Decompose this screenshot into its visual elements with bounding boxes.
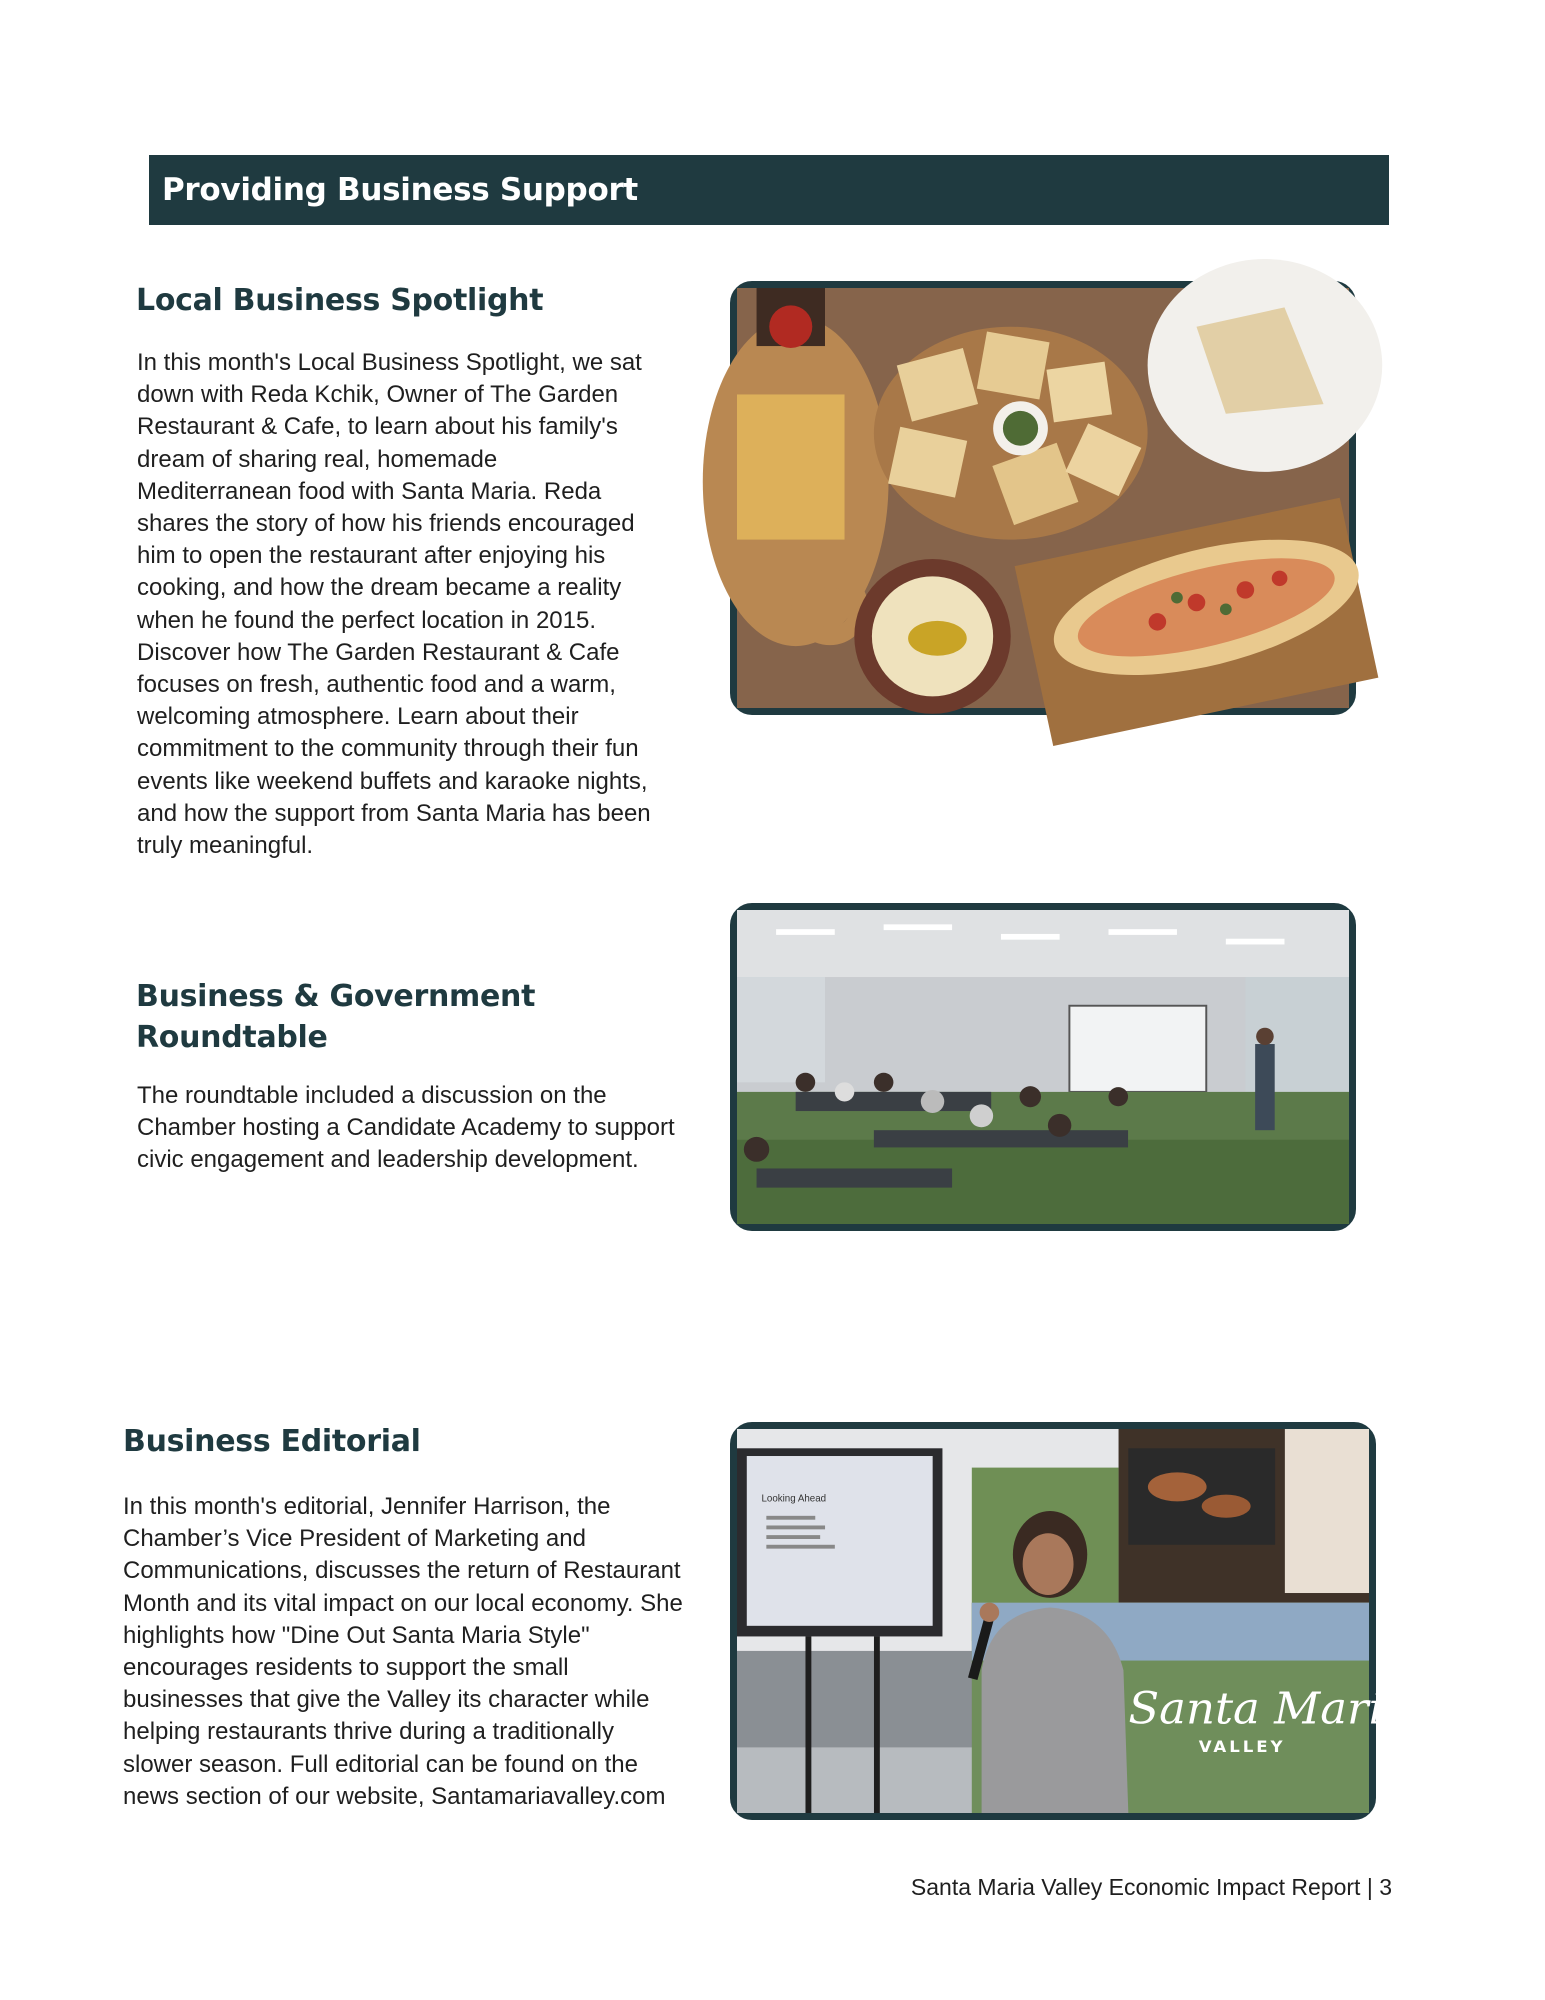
valley-logo-word: VALLEY xyxy=(1198,1737,1286,1757)
roundtable-heading xyxy=(136,976,535,1058)
food-platter-image xyxy=(737,288,1349,708)
santa-maria-logo-script: Santa Maria xyxy=(1128,1682,1410,1735)
editorial-speaker-photo xyxy=(730,1422,1410,1820)
page-title: Providing Business Support xyxy=(162,172,638,208)
speaker-presentation-image xyxy=(737,1429,1410,1813)
local-business-spotlight-heading: Local Business Spotlight xyxy=(136,283,544,318)
business-editorial-heading: Business Editorial xyxy=(123,1424,421,1459)
slide-title: Looking Ahead xyxy=(761,1493,827,1505)
local-business-spotlight-text: In this month's Local Business Spotlight, we sat down with Reda Kchik, Owner of The Garden Restaurant & Cafe, to learn about his family's dream of sharing real, homemade Mediterranean food with Santa Maria. Reda shares the story of how his friends encouraged him to open the restaurant after enjoying his cooking, and how the dream became a reality when he found the perfect location in 2015. Discover how The Garden Restaurant & Cafe focuses on fresh, authentic food and a warm, welcoming atmosphere. Learn about their commitment to the community through their fun events like weekend buffets and karaoke nights, and how the support from Santa Maria has been truly meaningful. xyxy=(137,349,651,860)
restaurant-food-photo xyxy=(730,281,1356,715)
roundtable-meeting-photo xyxy=(730,903,1356,1231)
roundtable-heading-line2: Roundtable xyxy=(136,1020,328,1055)
roundtable-text: The roundtable included a discussion on the Chamber hosting a Candidate Academy to support civic engagement and leadership development. xyxy=(137,1082,675,1174)
roundtable-heading-line1: Business & Government xyxy=(136,979,536,1014)
business-editorial-text: In this month's editorial, Jennifer Harrison, the Chamber’s Vice President of Marketing and Communications, discusses the return of Restaurant Month and its vital impact on our local economy. She highlights how "Dine Out Santa Maria Style" encourages residents to support the small businesses that give the Valley its character while helping restaurants thrive during a traditionally slower season. Full editorial can be found on the news section of our website, Santamariavalley.com xyxy=(123,1493,683,1810)
page-footer: Santa Maria Valley Economic Impact Report | 3 xyxy=(910,1874,1392,1900)
meeting-room-image xyxy=(737,910,1349,1224)
section-header-bar xyxy=(149,155,1389,225)
